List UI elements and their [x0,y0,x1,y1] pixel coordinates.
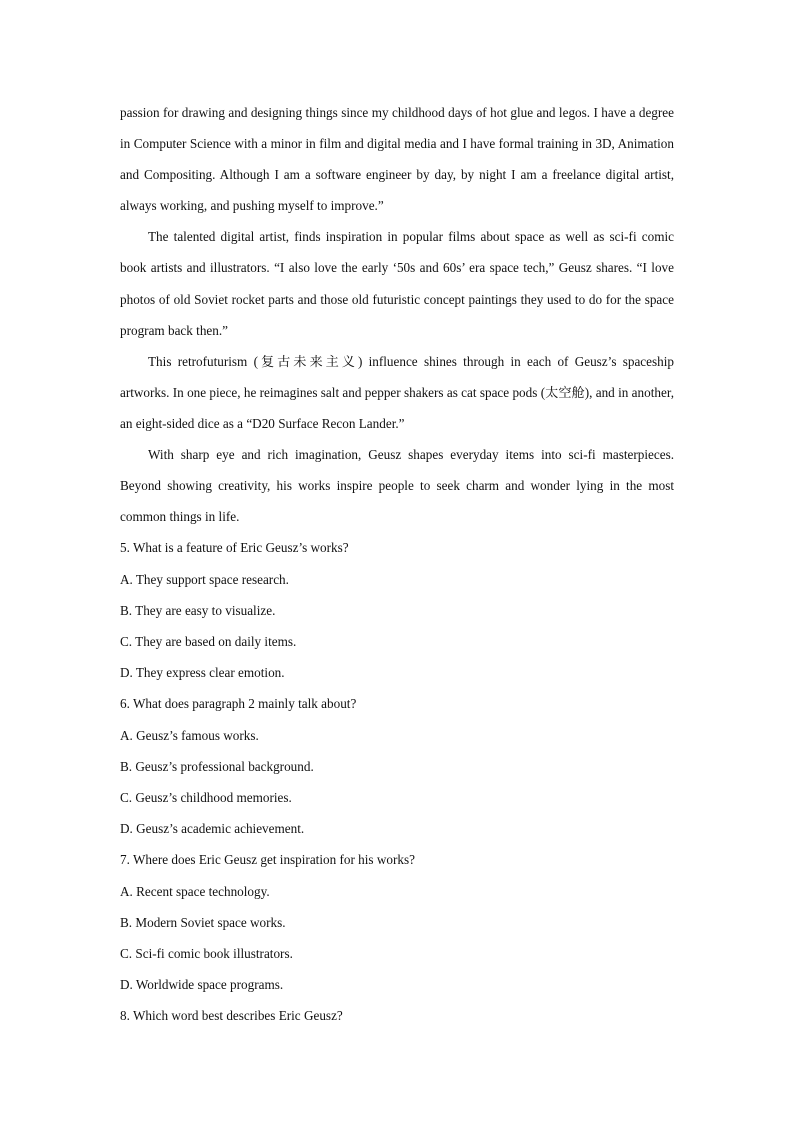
question-stem: 6. What does paragraph 2 mainly talk about? [120,696,357,712]
answer-option-c: C. They are based on daily items. [120,633,297,649]
reading-passage [120,97,674,532]
answer-option-c: C. Geusz’s childhood memories. [120,789,292,805]
answer-option-d: D. They express clear emotion. [120,665,285,681]
answer-option-b: B. They are easy to visualize. [120,602,276,618]
answer-option-a: A. Recent space technology. [120,883,270,899]
question-stem: 5. What is a feature of Eric Geusz’s works? [120,540,349,556]
passage-paragraph-3: This retrofuturism (复古未来主义) influence shines through in each of Geusz’s spaceship artworks. In one piece, he reimagines salt and pepper shakers as cat space pods (太空舱), and in another, an eight-sided dice as a “D20 Surface Recon Lander.” [120,353,674,431]
answer-option-d: D. Geusz’s academic achievement. [120,821,305,837]
answer-option-a: A. They support space research. [120,571,289,587]
question-5 [120,532,674,688]
document-page [120,97,674,1032]
passage-paragraph-2: The talented digital artist, finds inspiration in popular films about space as well as sci-fi comic book artists and illustrators. “I also love the early ‘50s and 60s’ era space tech,” Geusz shares. “I love photos of old Soviet rocket parts and those old futuristic concept paintings they used to do for the space program back then.” [120,229,674,338]
answer-option-b: B. Modern Soviet space works. [120,914,286,930]
passage-paragraph-1: passion for drawing and designing things since my childhood days of hot glue and legos. I have a degree in Computer Science with a minor in film and digital media and I have formal training in 3D, Animation and Compositing. Although I am a software engineer by day, by night I am a freelance digital artist, always working, and pushing myself to improve.” [120,105,674,214]
answer-option-b: B. Geusz’s professional background. [120,758,314,774]
question-list [120,532,674,1031]
answer-option-c: C. Sci-fi comic book illustrators. [120,945,293,961]
question-7 [120,844,674,1000]
question-8 [120,1000,674,1031]
answer-option-d: D. Worldwide space programs. [120,977,284,993]
question-6 [120,688,674,844]
passage-paragraph-4: With sharp eye and rich imagination, Geusz shapes everyday items into sci-fi masterpieces. Beyond showing creativity, his works inspire people to seek charm and wonder lying in the most common things in life. [120,447,674,525]
question-stem: 7. Where does Eric Geusz get inspiration for his works? [120,852,415,868]
answer-option-a: A. Geusz’s famous works. [120,727,259,743]
question-stem: 8. Which word best describes Eric Geusz? [120,1008,343,1024]
